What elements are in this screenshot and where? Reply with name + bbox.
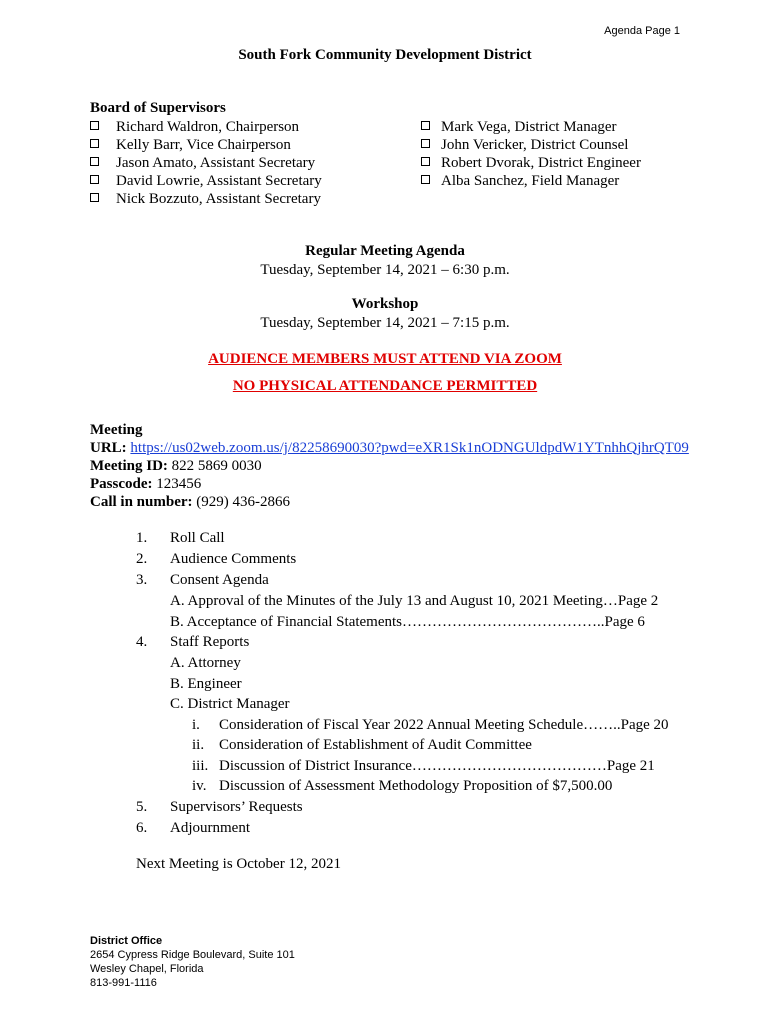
footer-city: Wesley Chapel, Florida [90, 963, 204, 975]
checkbox-icon [421, 121, 430, 130]
agenda-subsubitem: i. Consideration of Fiscal Year 2022 Annual Meeting Schedule……..Page 20 [192, 717, 669, 733]
list-item: Nick Bozzuto, Assistant Secretary [90, 190, 322, 208]
agenda-subsubitem: iii. Discussion of District Insurance…………………………………Page 21 [192, 758, 655, 774]
agenda-subitem: B. Engineer [170, 676, 242, 692]
district-office-footer [90, 934, 295, 990]
list-item: Mark Vega, District Manager [421, 118, 641, 136]
meeting-info [90, 421, 689, 511]
agenda-subitem: A. Attorney [170, 655, 241, 671]
list-item: Jason Amato, Assistant Secretary [90, 154, 322, 172]
footer-phone: 813-991-1116 [90, 977, 157, 989]
footer-title: District Office [90, 935, 163, 947]
call-in-row: Call in number: (929) 436-2866 [90, 494, 291, 510]
list-item: Kelly Barr, Vice Chairperson [90, 136, 322, 154]
meeting-heading: Meeting [90, 422, 143, 438]
agenda-subitem: B. Acceptance of Financial Statements…………………………………..Page 6 [170, 614, 645, 630]
attendance-notice: NO PHYSICAL ATTENDANCE PERMITTED [232, 378, 538, 394]
agenda-subsubitem: iv. Discussion of Assessment Methodology Proposition of $7,500.00 [192, 778, 613, 794]
workshop-datetime: Tuesday, September 14, 2021 – 7:15 p.m. [260, 315, 510, 331]
checkbox-icon [90, 121, 99, 130]
board-members-list [90, 118, 322, 208]
list-item: Alba Sanchez, Field Manager [421, 172, 641, 190]
agenda-subsubitem: ii. Consideration of Establishment of Audit Committee [192, 737, 532, 753]
footer-address: 2654 Cypress Ridge Boulevard, Suite 101 [90, 949, 295, 961]
list-item: David Lowrie, Assistant Secretary [90, 172, 322, 190]
district-title: South Fork Community Development District [238, 47, 532, 63]
staff-list [421, 118, 641, 190]
list-item: Richard Waldron, Chairperson [90, 118, 322, 136]
agenda-subitem: A. Approval of the Minutes of the July 13 and August 10, 2021 Meeting…Page 2 [170, 593, 659, 609]
next-meeting: Next Meeting is October 12, 2021 [136, 856, 341, 872]
regular-meeting-datetime: Tuesday, September 14, 2021 – 6:30 p.m. [260, 262, 510, 278]
checkbox-icon [421, 175, 430, 184]
zoom-link[interactable]: https://us02web.zoom.us/j/82258690030?pwd=eXR1Sk1nODNGUldpdW1YTnhhQjhrQT09 [130, 440, 689, 456]
list-item: John Vericker, District Counsel [421, 136, 641, 154]
checkbox-icon [90, 139, 99, 148]
meeting-id-row: Meeting ID: 822 5869 0030 [90, 458, 262, 474]
checkbox-icon [421, 139, 430, 148]
checkbox-icon [90, 175, 99, 184]
page-number: Agenda Page 1 [604, 25, 680, 37]
meeting-url-row: URL: https://us02web.zoom.us/j/82258690030?pwd=eXR1Sk1nODNGUldpdW1YTnhhQjhrQT09 [90, 440, 689, 456]
checkbox-icon [90, 157, 99, 166]
checkbox-icon [421, 157, 430, 166]
zoom-notice: AUDIENCE MEMBERS MUST ATTEND VIA ZOOM [208, 351, 562, 367]
passcode-row: Passcode: 123456 [90, 476, 202, 492]
workshop-title: Workshop [351, 296, 419, 312]
board-heading: Board of Supervisors [90, 100, 226, 116]
checkbox-icon [90, 193, 99, 202]
agenda-subitem: C. District Manager [170, 696, 290, 712]
regular-meeting-title: Regular Meeting Agenda [305, 243, 465, 259]
list-item: Robert Dvorak, District Engineer [421, 154, 641, 172]
